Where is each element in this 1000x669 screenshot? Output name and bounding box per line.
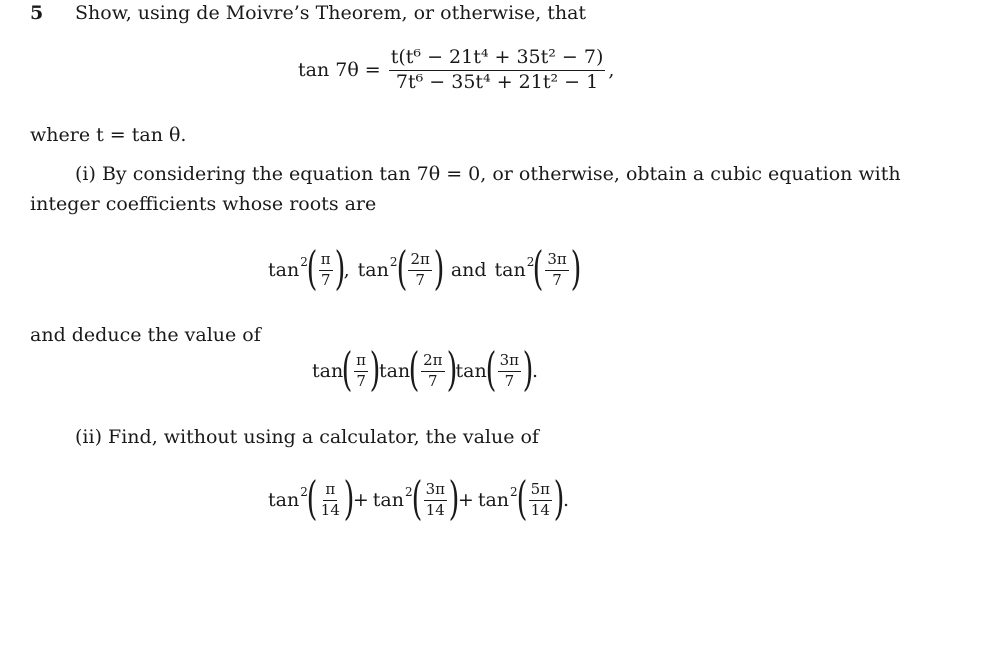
part-ii-line xyxy=(75,428,539,447)
arg-num: 3π xyxy=(424,482,447,501)
identity-numerator: t(t⁶ − 21t⁴ + 35t² − 7) xyxy=(389,48,606,71)
part-ii-label: (ii) xyxy=(75,426,102,448)
arg-den: 14 xyxy=(425,500,445,519)
rparen: ) xyxy=(522,342,534,396)
part-i-text-line2: integer coefficients whose roots are xyxy=(30,193,377,215)
product-arg-3 xyxy=(498,350,521,390)
roots-exp-1: 2 xyxy=(300,255,308,269)
identity-fraction xyxy=(389,48,606,93)
product-arg-2 xyxy=(421,350,444,390)
roots-expression xyxy=(268,241,582,295)
identity-denominator: 7t⁶ − 35t⁴ + 21t² − 1 xyxy=(395,70,599,93)
rparen: ) xyxy=(433,241,445,295)
roots-fn-2: tan xyxy=(357,258,389,281)
sum-fn-2: tan xyxy=(372,488,404,511)
roots-fn-3: tan xyxy=(494,258,526,281)
sum-plus-2: + xyxy=(457,488,474,511)
arg-num: π xyxy=(323,482,337,501)
rparen: ) xyxy=(334,241,346,295)
product-fn-1: tan xyxy=(312,359,344,382)
roots-sep-comma: , xyxy=(343,258,350,281)
roots-exp-2: 2 xyxy=(389,255,398,269)
part-i-label: (i) xyxy=(75,163,96,185)
arg-num: 5π xyxy=(529,482,552,501)
product-expression xyxy=(312,342,539,396)
part-i-line1 xyxy=(75,165,901,184)
lparen: ( xyxy=(396,241,407,295)
where-line: where t = tan θ. xyxy=(30,124,187,146)
arg-den: 14 xyxy=(530,500,550,519)
roots-arg-3 xyxy=(545,249,568,289)
sum-expression xyxy=(268,471,570,525)
product-fn-3: tan xyxy=(455,359,487,382)
rparen: ) xyxy=(570,241,582,295)
rparen: ) xyxy=(369,342,381,396)
lparen: ( xyxy=(408,342,420,396)
part-ii-text: Find, without using a calculator, the value of xyxy=(108,426,539,448)
sum-arg-2 xyxy=(424,479,447,519)
product-arg-1 xyxy=(354,350,368,390)
sum-fn-3: tan xyxy=(477,488,510,511)
lparen: ( xyxy=(516,471,528,525)
question-intro: Show, using de Moivre’s Theorem, or otherwise, that xyxy=(75,2,587,24)
arg-den: 7 xyxy=(552,270,562,289)
arg-den: 7 xyxy=(428,371,438,390)
sum-arg-1 xyxy=(319,479,342,519)
arg-den: 7 xyxy=(504,371,515,390)
rparen: ) xyxy=(448,471,460,525)
sum-arg-3 xyxy=(529,479,552,519)
identity-lhs: tan 7θ = xyxy=(298,58,381,81)
lparen: ( xyxy=(532,241,544,295)
roots-fn-1: tan xyxy=(268,258,300,281)
lparen: ( xyxy=(411,471,422,525)
arg-den: 7 xyxy=(320,270,331,289)
roots-arg-1 xyxy=(319,249,333,289)
sum-plus-1: + xyxy=(352,488,369,511)
arg-num: 2π xyxy=(421,353,444,372)
sum-exp-1: 2 xyxy=(300,485,308,499)
lparen: ( xyxy=(485,342,497,396)
arg-num: 3π xyxy=(545,252,568,271)
roots-arg-2 xyxy=(408,249,431,289)
product-trail: . xyxy=(532,359,539,382)
lparen: ( xyxy=(341,342,353,396)
part-i-text-line1: By considering the equation tan 7θ = 0, or otherwise, obtain a cubic equation with xyxy=(101,163,901,185)
arg-den: 7 xyxy=(415,270,425,289)
sum-fn-1: tan xyxy=(268,488,300,511)
lparen: ( xyxy=(306,471,318,525)
sum-exp-2: 2 xyxy=(404,485,413,499)
rparen: ) xyxy=(343,471,355,525)
roots-exp-3: 2 xyxy=(526,255,535,269)
tan7theta-identity xyxy=(298,48,614,93)
arg-num: π xyxy=(354,353,368,372)
arg-num: π xyxy=(319,252,333,271)
arg-num: 3π xyxy=(498,353,521,372)
arg-den: 14 xyxy=(320,500,340,519)
arg-den: 7 xyxy=(356,371,366,390)
lparen: ( xyxy=(306,241,318,295)
sum-trail: . xyxy=(563,488,570,511)
sum-exp-3: 2 xyxy=(510,485,518,499)
roots-sep-and: and xyxy=(450,258,487,281)
question-number: 5 xyxy=(30,2,44,24)
deduce-line: and deduce the value of xyxy=(30,324,261,346)
product-fn-2: tan xyxy=(378,359,411,382)
identity-trail: , xyxy=(608,58,615,81)
arg-num: 2π xyxy=(408,252,431,271)
rparen: ) xyxy=(553,471,565,525)
rparen: ) xyxy=(446,342,457,396)
